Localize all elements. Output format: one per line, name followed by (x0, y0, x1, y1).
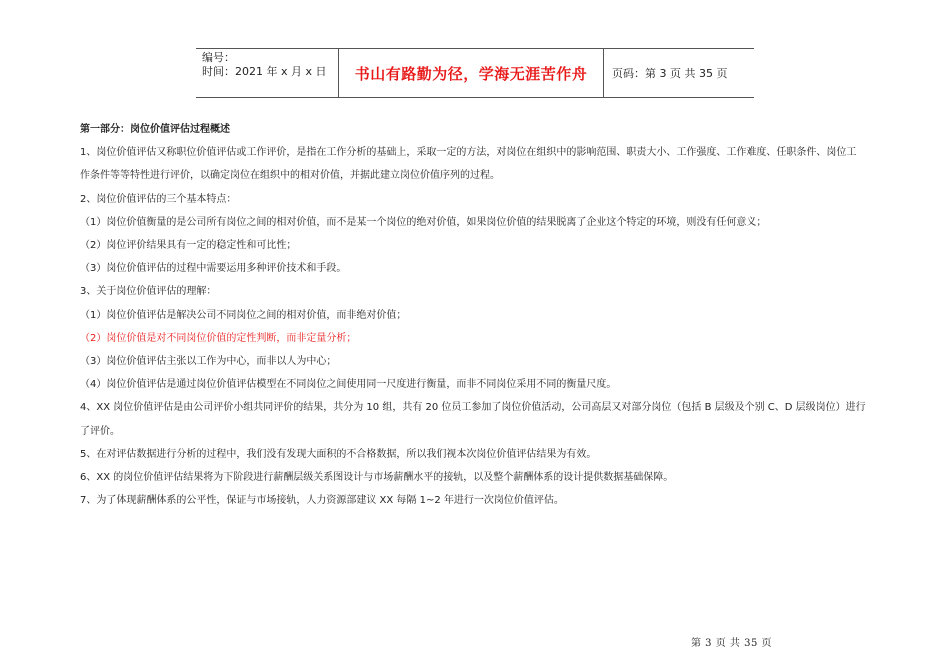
paragraph-3-item-2-highlight: （2）岗位价值是对不同岗位价值的定性判断，而非定量分析； (80, 332, 357, 344)
header-meta (196, 49, 339, 97)
paragraph-1-line-2: 作条件等等特性进行评价，以确定岗位在组织中的相对价值，并据此建立岗位价值序列的过程。 (80, 170, 500, 182)
paragraph-2-item-3: （3）岗位价值评估的过程中需要运用多种评价技术和手段。 (80, 263, 347, 275)
section-title: 第一部分：岗位价值评估过程概述 (80, 124, 230, 135)
paragraph-5: 5、在对评估数据进行分析的过程中，我们没有发现大面积的不合格数据，所以我们视本次岗位价值评估结果为有效。 (80, 448, 597, 460)
paragraph-1-line-1: 1、岗位价值评估又称职位价值评估或工作评价，是指在工作分析的基础上，采取一定的方法，对岗位在组织中的影响范围、职责大小、工作强度、工作难度、任职条件、岗位工 (80, 147, 857, 159)
paragraph-3-item-3: （3）岗位价值评估主张以工作为中心，而非以人为中心； (80, 356, 337, 368)
paragraph-3-item-1: （1）岗位价值评估是解决公司不同岗位之间的相对价值，而非绝对价值； (80, 309, 407, 321)
paragraph-3: 3、关于岗位价值评估的理解： (80, 286, 217, 298)
paragraph-3-item-4: （4）岗位价值评估是通过岗位价值评估模型在不同岗位之间使用同一尺度进行衡量，而非不同岗位采用不同的衡量尺度。 (80, 379, 617, 391)
header-motto: 书山有路勤为径，学海无涯苦作舟 (339, 49, 604, 97)
paragraph-7: 7、为了体现薪酬体系的公平性，保证与市场接轨，人力资源部建议 XX 每隔 1~2 年进行一次岗位价值评估。 (80, 495, 564, 507)
page-header (196, 48, 754, 98)
header-number-label: 编号： (202, 51, 235, 64)
header-page-label: 页码：第 3 页 共 35 页 (612, 67, 728, 80)
paragraph-2-item-1: （1）岗位价值衡量的是公司所有岗位之间的相对价值，而不是某一个岗位的绝对价值，如果岗位价值的结果脱离了企业这个特定的环境，则没有任何意义； (80, 216, 767, 228)
paragraph-4-line-2: 了评价。 (80, 425, 120, 437)
document-body (80, 118, 880, 512)
paragraph-4-line-1: 4、XX 岗位价值评估是由公司评价小组共同评价的结果，共分为 10 组，共有 20 位员工参加了岗位价值活动，公司高层又对部分岗位（包括 B 层级及个别 C、D 层级岗位）进行 (80, 402, 866, 414)
paragraph-2: 2、岗位价值评估的三个基本特点： (80, 193, 237, 205)
paragraph-2-item-2: （2）岗位评价结果具有一定的稳定性和可比性； (80, 240, 297, 252)
header-time-label: 时间：2021 年 x 月 x 日 (202, 65, 327, 78)
page-footer-number: 第 3 页 共 35 页 (691, 638, 772, 649)
paragraph-6: 6、XX 的岗位价值评估结果将为下阶段进行薪酬层级关系图设计与市场薪酬水平的接轨，以及整个薪酬体系的设计提供数据基础保障。 (80, 472, 674, 484)
